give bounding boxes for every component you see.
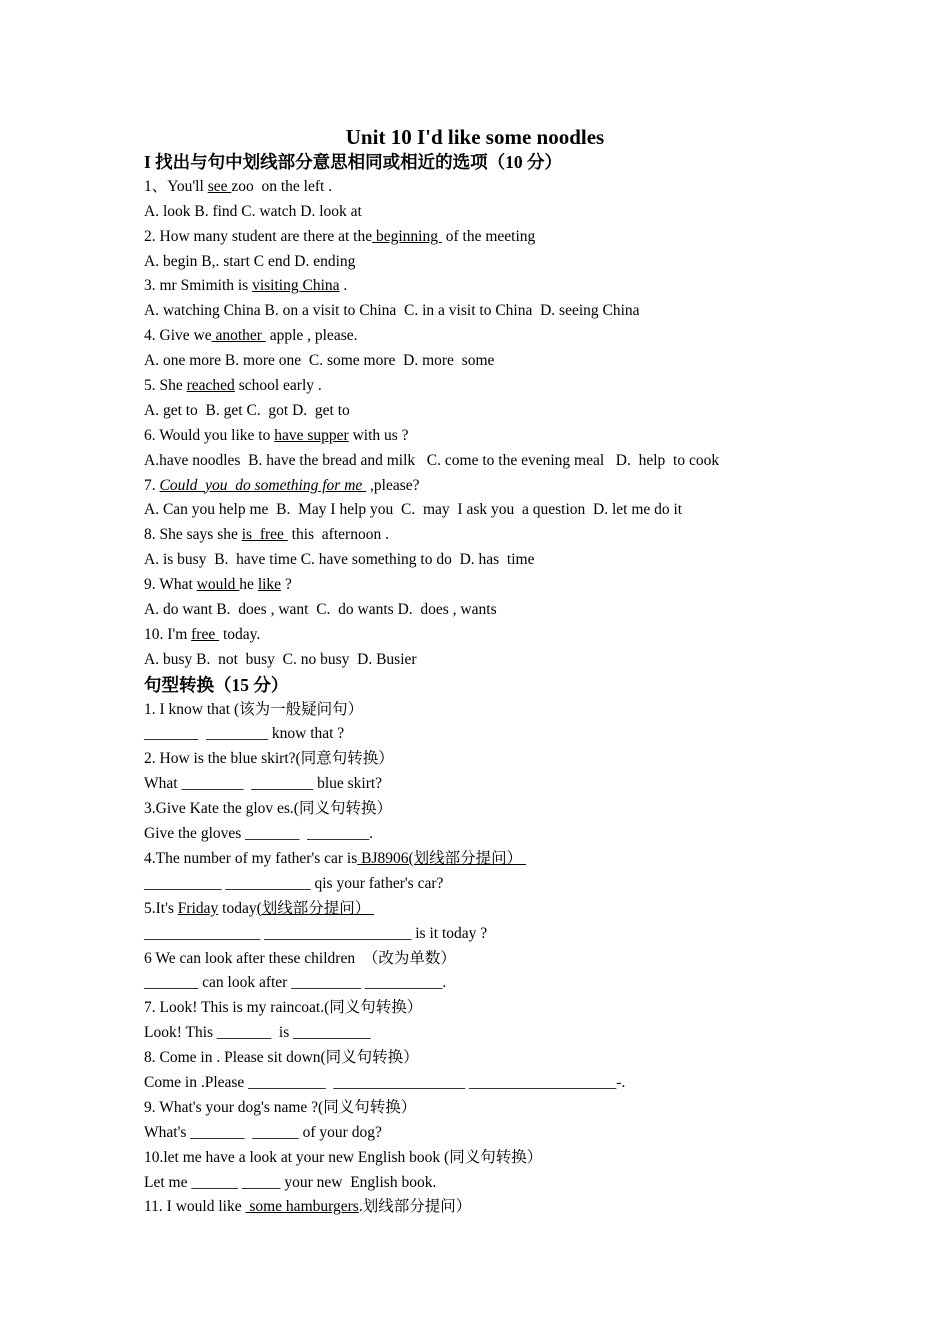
transform-answer-2: What ________ ________ blue skirt? <box>144 775 383 793</box>
transform-answer-3: Give the gloves _______ ________. <box>144 825 374 843</box>
transform-question-11: 11. I would like some hamburgers.划线部分提问） <box>144 1198 472 1216</box>
options-10: A. busy B. not busy C. no busy D. Busier <box>144 650 417 668</box>
transform-question-6: 6 We can look after these children （改为单数） <box>144 949 456 967</box>
options-2: A. begin B,. start C end D. ending <box>144 252 356 270</box>
question-7: 7. Could you do something for me ,please? <box>144 476 420 494</box>
section-heading: I 找出与句中划线部分意思相同或相近的选项（10 分） <box>144 152 563 172</box>
options-3: A. watching China B. on a visit to China C. in a visit to China D. seeing China <box>144 302 640 320</box>
options-5: A. get to B. get C. got D. get to <box>144 401 350 419</box>
transform-question-10: 10.let me have a look at your new English book (同义句转换） <box>144 1148 543 1166</box>
question-5: 5. She reached school early . <box>144 377 322 395</box>
transform-answer-4: __________ ___________ qis your father's car? <box>144 874 444 892</box>
transform-answer-7: Look! This _______ is __________ <box>144 1024 371 1042</box>
transform-answer-1: _______ ________ know that ? <box>144 725 345 743</box>
transform-question-9: 9. What's your dog's name ?(同义句转换） <box>144 1098 417 1116</box>
document-body <box>144 150 924 1220</box>
transform-answer-10: Let me ______ _____ your new English book. <box>144 1173 437 1191</box>
transform-question-8: 8. Come in . Please sit down(同义句转换） <box>144 1049 419 1067</box>
transform-question-1: 1. I know that (该为一般疑问句） <box>144 700 364 718</box>
question-2: 2. How many student are there at the beginning of the meeting <box>144 227 536 245</box>
transform-answer-8: Come in .Please __________ _________________ ___________________-. <box>144 1073 626 1091</box>
question-6: 6. Would you like to have supper with us ? <box>144 426 409 444</box>
transform-question-5: 5.It's Friday today(划线部分提问） <box>144 899 375 917</box>
transform-question-2: 2. How is the blue skirt?(同意句转换） <box>144 750 394 768</box>
options-8: A. is busy B. have time C. have something to do D. has time <box>144 551 535 569</box>
page-title: Unit 10 I'd like some noodles <box>345 125 605 149</box>
transform-answer-5: _______________ ___________________ is it today ? <box>144 924 488 942</box>
question-8: 8. She says she is free this afternoon . <box>144 526 389 544</box>
question-4: 4. Give we another apple , please. <box>144 327 358 345</box>
transform-question-4: 4.The number of my father's car is BJ8906(划线部分提问） <box>144 849 527 867</box>
question-3: 3. mr Smimith is visiting China . <box>144 277 348 295</box>
transform-question-3: 3.Give Kate the glov es.(同义句转换） <box>144 800 392 818</box>
options-9: A. do want B. does , want C. do wants D. does , wants <box>144 601 497 619</box>
options-7: A. Can you help me B. May I help you C. may I ask you a question D. let me do it <box>144 501 683 519</box>
transform-answer-9: What's _______ ______ of your dog? <box>144 1123 382 1141</box>
options-4: A. one more B. more one C. some more D. more some <box>144 352 495 370</box>
question-1: 1、You'll see zoo on the left . <box>144 177 333 195</box>
options-1: A. look B. find C. watch D. look at <box>144 202 362 220</box>
question-10: 10. I'm free today. <box>144 625 261 643</box>
section-heading: 句型转换（15 分） <box>144 674 289 695</box>
question-9: 9. What would he like ? <box>144 576 292 594</box>
transform-answer-6: _______ can look after _________ __________. <box>144 974 447 992</box>
transform-question-7: 7. Look! This is my raincoat.(同义句转换） <box>144 999 423 1017</box>
options-6: A.have noodles B. have the bread and milk C. come to the evening meal D. help to cook <box>144 451 720 469</box>
